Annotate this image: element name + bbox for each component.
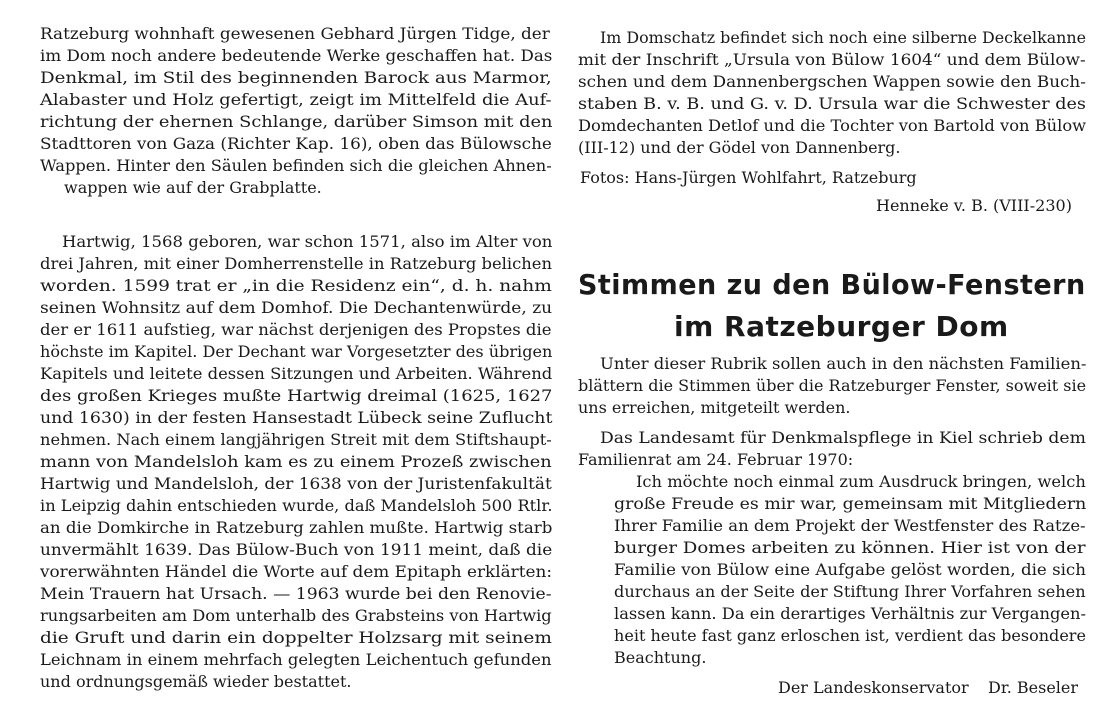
text-line: rungsarbeiten am Dom unterhalb des Grabsteins von Hartwig [40, 606, 552, 625]
text-line: seinen Wohnsitz auf dem Domhof. Die Dechantenwürde, zu [40, 298, 553, 317]
quote-line: Familie von Bülow eine Aufgabe gelöst worden, die sich [614, 560, 1086, 579]
text-line: Das Landesamt für Denkmalspflege in Kiel schrieb dem [600, 428, 1086, 447]
text-line: Hartwig und Mandelsloh, der 1638 von der Juristenfakultät [40, 474, 552, 493]
photo-credit: Fotos: Hans-Jürgen Wohlfahrt, Ratzeburg [580, 168, 917, 187]
text-line: Hartwig, 1568 geboren, war schon 1571, also im Alter von [62, 232, 553, 251]
text-line: Denkmal, im Stil des beginnenden Barock aus Marmor, [40, 68, 552, 87]
text-line: blättern die Stimmen über die Ratzeburger Fenster, soweit sie [578, 376, 1087, 395]
text-line: im Dom noch andere bedeutende Werke geschaffen hat. Das [40, 46, 553, 65]
quote-line: Beachtung. [614, 648, 707, 667]
quote-line: burger Domes arbeiten zu können. Hier ist von der [614, 538, 1086, 557]
text-line: worden. 1599 trat er „in die Residenz ein“, d. h. nahm [40, 276, 552, 295]
signature-name: Dr. Beseler [988, 678, 1079, 697]
text-line: Wappen. Hinter den Säulen befinden sich die gleichen Ahnen- [40, 156, 552, 175]
text-line: und 1630) in der festen Hansestadt Lübeck seine Zuflucht [40, 408, 553, 427]
text-line: Stadttoren von Gaza (Richter Kap. 16), oben das Bülowsche [40, 134, 552, 153]
text-line: des großen Krieges mußte Hartwig dreimal (1625, 1627 [40, 386, 553, 405]
text-line: höchste im Kapitel. Der Dechant war Vorgesetzter des übrigen [40, 342, 553, 361]
text-line: mann von Mandelsloh kam es zu einem Prozeß zwischen [40, 452, 552, 471]
text-line: staben B. v. B. und G. v. D. Ursula war die Schwester des [578, 94, 1086, 113]
text-line: (III-12) und der Gödel von Dannenberg. [578, 138, 901, 157]
text-line: Ratzeburg wohnhaft gewesenen Gebhard Jürgen Tidge, der [40, 24, 550, 43]
text-line: Unter dieser Rubrik sollen auch in den nächsten Familien- [600, 354, 1087, 373]
text-line: Leichnam in einem mehrfach gelegten Leichentuch gefunden [40, 650, 552, 669]
text-line: die Gruft und darin ein doppelter Holzsarg mit seinem [40, 628, 552, 647]
text-line: und ordnungsgemäß wieder bestattet. [40, 672, 352, 691]
text-line: schen und dem Dannenbergschen Wappen sowie den Buch- [578, 72, 1086, 91]
text-line: der er 1611 aufstieg, war nächst derjenigen des Propstes die [40, 320, 552, 339]
text-line: Alabaster und Holz gefertigt, zeigt im Mittelfeld die Auf- [40, 90, 552, 109]
signature-title: Der Landeskonservator [778, 678, 969, 697]
text-line: unvermählt 1639. Das Bülow-Buch von 1911 meint, daß die [40, 540, 553, 559]
text-line: richtung der ehernen Schlange, darüber Simson mit den [40, 112, 553, 131]
text-line: in Leipzig dahin entschieden wurde, daß Mandelsloh 500 Rtlr. [40, 496, 553, 515]
quote-line: große Freude es mir war, gemeinsam mit Mitgliedern [614, 494, 1087, 513]
text-line: Im Domschatz befindet sich noch eine silberne Deckelkanne [600, 28, 1087, 47]
quote-line: Ihrer Familie an dem Projekt der Westfenster des Ratze- [614, 516, 1086, 535]
text-line: drei Jahren, mit einer Domherrenstelle in Ratzeburg belichen [40, 254, 552, 273]
quote-line: Ich möchte noch einmal zum Ausdruck bringen, welch [636, 472, 1086, 491]
text-line: nehmen. Nach einem langjährigen Streit mit dem Stiftshaupt- [40, 430, 552, 449]
text-line: vorerwähnten Händel die Worte auf dem Epitaph erklärten: [40, 562, 552, 581]
quote-line: lassen kann. Da ein derartiges Verhältnis zur Vergangen- [614, 604, 1086, 623]
section-headline: im Ratzeburger Dom [674, 310, 1009, 343]
text-line: uns erreichen, mitgeteilt werden. [578, 398, 851, 417]
text-line: mit der Inschrift „Ursula von Bülow 1604“ und dem Bülow- [578, 50, 1086, 69]
text-line: Familienrat am 24. Februar 1970: [578, 450, 854, 469]
text-line: an die Domkirche in Ratzeburg zahlen mußte. Hartwig starb [40, 518, 553, 537]
section-headline: Stimmen zu den Bülow-Fenstern [578, 268, 1086, 301]
text-line: wappen wie auf der Grabplatte. [64, 178, 322, 197]
quote-line: heit heute fast ganz erloschen ist, verdient das besondere [614, 626, 1086, 645]
quote-line: durchaus an der Seite der Stiftung Ihrer Vorfahren sehen [614, 582, 1086, 601]
text-line: Kapitels und leitete dessen Sitzungen und Arbeiten. Während [40, 364, 553, 383]
author-signature: Henneke v. B. (VIII-230) [876, 196, 1072, 215]
text-line: Domdechanten Detlof und die Tochter von Bartold von Bülow [578, 116, 1087, 135]
text-line: Mein Trauern hat Ursach. — 1963 wurde bei den Renovie- [40, 584, 552, 603]
